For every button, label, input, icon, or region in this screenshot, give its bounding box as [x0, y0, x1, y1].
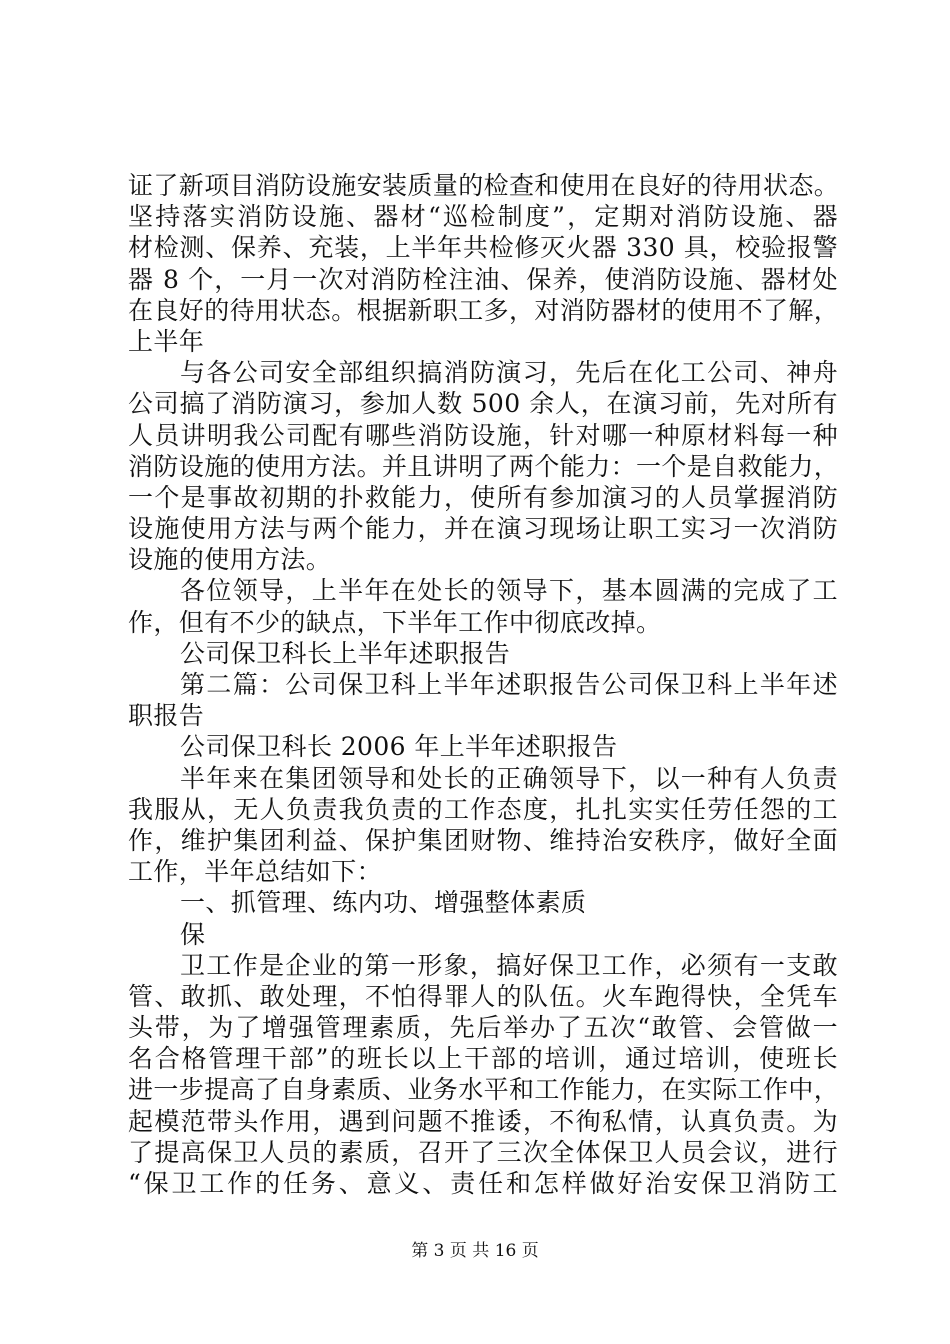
text-line: 半年来在集团领导和处长的正确领导下，以一种有人负责 — [180, 763, 838, 793]
text-line: 进一步提高了自身素质、业务水平和工作能力，在实际工作中， — [128, 1075, 840, 1105]
text-line: 我服从，无人负责我负责的工作态度，扎扎实实任劳任怨的工 — [128, 794, 838, 824]
text-line: 上半年 — [128, 326, 205, 356]
text-line: 头带，为了增强管理素质，先后举办了五次“敢管、会管做一 — [128, 1013, 838, 1043]
text-line: 设施的使用方法。 — [128, 545, 332, 575]
text-line: 第二篇：公司保卫科上半年述职报告公司保卫科上半年述 — [180, 670, 838, 699]
text-line: 消防设施的使用方法。并且讲明了两个能力：一个是自救能力， — [128, 451, 840, 481]
text-line: 职报告 — [128, 701, 205, 731]
text-line: 卫工作是企业的第一形象，搞好保卫工作，必须有一支敢 — [180, 950, 838, 980]
text-line: 坚持落实消防设施、器材“巡检制度”，定期对消防设施、器 — [128, 202, 838, 232]
text-line: 设施使用方法与两个能力，并在演习现场让职工实习一次消防 — [128, 514, 838, 544]
text-line: 材检测、保养、充装，上半年共检修灭火器 330 具，校验报警 — [128, 233, 838, 263]
text-line: 起模范带头作用，遇到问题不推诿，不徇私情，认真负责。为 — [128, 1106, 838, 1136]
text-line: 保 — [180, 919, 206, 949]
text-line: 人员讲明我公司配有哪些消防设施，针对哪一种原材料每一种 — [128, 420, 838, 450]
text-line: 作，维护集团利益、保护集团财物、维持治安秩序，做好全面 — [128, 825, 838, 855]
text-line: 管、敢抓、敢处理，不怕得罪人的队伍。火车跑得快，全凭车 — [128, 981, 838, 1011]
text-line: 证了新项目消防设施安装质量的检查和使用在良好的待用状态。 — [128, 171, 840, 200]
text-line: 一个是事故初期的扑救能力，使所有参加演习的人员掌握消防 — [128, 482, 838, 512]
text-line: “保卫工作的任务、意义、责任和怎样做好治安保卫消防工 — [128, 1169, 838, 1198]
section-heading: 公司保卫科长 2006 年上半年述职报告 — [180, 732, 618, 762]
text-line: 器 8 个，一月一次对消防栓注油、保养，使消防设施、器材处 — [128, 264, 838, 294]
section-heading: 公司保卫科长上半年述职报告 — [180, 638, 511, 668]
text-line: 作，但有不少的缺点，下半年工作中彻底改掉。 — [128, 607, 662, 637]
text-line: 与各公司安全部组织搞消防演习，先后在化工公司、神舟 — [180, 358, 838, 388]
text-line: 工作，半年总结如下： — [128, 857, 383, 887]
page-number-label: 第 3 页 共 16 页 — [411, 1241, 539, 1261]
text-line: 名合格管理干部”的班长以上干部的培训，通过培训，使班长 — [128, 1044, 838, 1074]
text-line: 各位领导，上半年在处长的领导下，基本圆满的完成了工 — [180, 576, 838, 606]
text-line: 了提高保卫人员的素质，召开了三次全体保卫人员会议，进行 — [128, 1137, 838, 1167]
section-heading: 一、抓管理、练内功、增强整体素质 — [180, 888, 587, 918]
text-line: 公司搞了消防演习，参加人数 500 余人，在演习前，先对所有 — [128, 389, 838, 419]
page-footer — [0, 1241, 950, 1261]
document-body — [128, 170, 838, 1199]
text-line: 在良好的待用状态。根据新职工多，对消防器材的使用不了解， — [128, 295, 840, 325]
